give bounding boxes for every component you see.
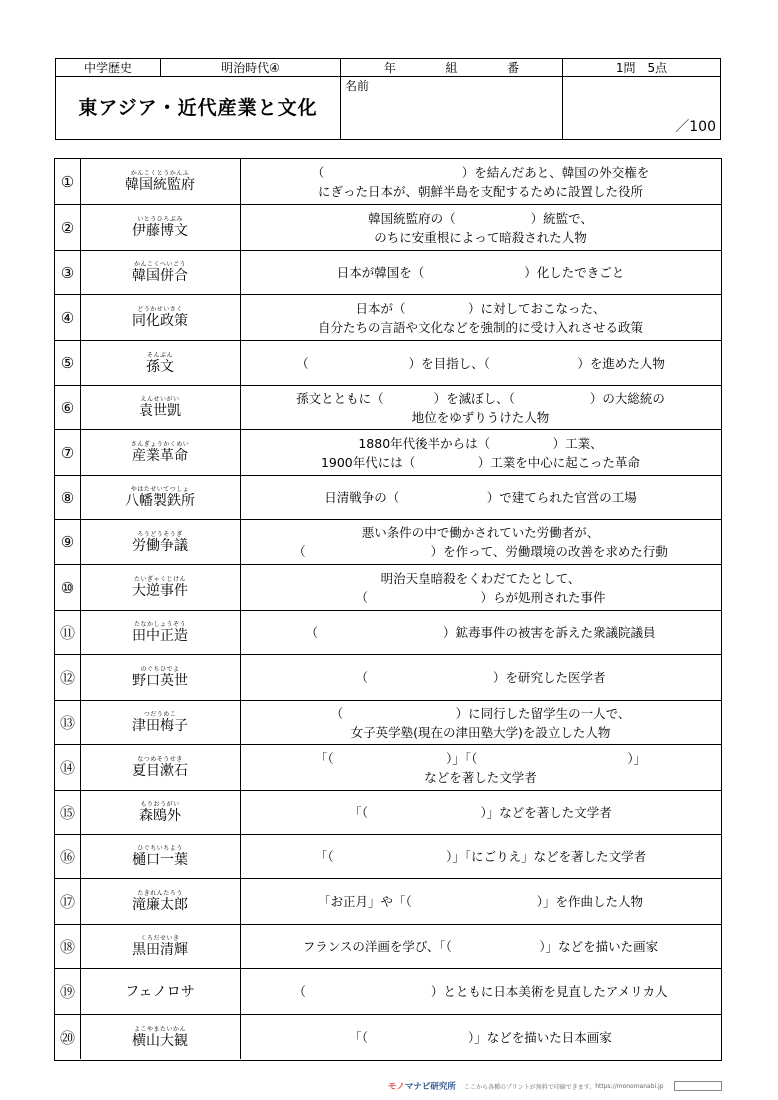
question-number: ⑧: [55, 476, 81, 519]
question-number: ①: [55, 159, 81, 204]
term-word: 滝廉太郎: [132, 897, 188, 913]
question-row: [55, 519, 721, 564]
question-description[interactable]: [240, 205, 721, 250]
question-description[interactable]: [240, 969, 721, 1014]
name-field[interactable]: [340, 76, 563, 140]
term-cell: [80, 791, 241, 834]
term-word: 樋口一葉: [132, 852, 188, 868]
question-description[interactable]: [240, 835, 721, 878]
question-number: ⑭: [55, 745, 81, 790]
footer-note: ここから各種のプリントが無料で印刷できます。: [463, 1083, 596, 1091]
term-furigana: よこやまたいかん: [133, 1025, 186, 1033]
question-row: [55, 968, 721, 1014]
term-word: 伊藤博文: [132, 223, 188, 239]
term-cell: [80, 341, 241, 385]
question-description[interactable]: [240, 295, 721, 340]
term-word: 韓国併合: [132, 268, 188, 284]
question-number: ④: [55, 295, 81, 340]
term-word: 田中正造: [132, 628, 188, 644]
question-number: ⑯: [55, 835, 81, 878]
description-line: にぎった日本が、朝鮮半島を支配するために設置した役所: [317, 183, 643, 199]
question-row: [55, 385, 721, 429]
question-description[interactable]: [240, 1015, 721, 1059]
term-cell: [80, 745, 241, 790]
term-furigana: いとうひろぶみ: [137, 216, 183, 223]
question-row: [55, 340, 721, 385]
description-line: 「お正月」や「（ ）」を作曲した人物: [317, 894, 643, 909]
points-per-question: 1問 5点: [562, 58, 721, 77]
term-word: 労働争議: [132, 537, 188, 554]
brand-logo: モノマナビ研究所: [388, 1082, 456, 1092]
description-line: （ ）を結んだあと、韓国の外交権を: [311, 164, 650, 180]
description-line: 明治天皇暗殺をくわだてたとして、: [380, 570, 581, 586]
description-line: のちに安重根によって暗殺された人物: [374, 229, 587, 245]
unit-label: 明治時代④: [160, 58, 341, 77]
term-cell: [80, 205, 241, 250]
question-description[interactable]: [240, 341, 721, 385]
question-row: [55, 924, 721, 968]
description-line: 「（ ）」「にごりえ」などを著した文学者: [314, 849, 647, 864]
worksheet-title: 東アジア・近代産業と文化: [55, 76, 341, 140]
question-description[interactable]: [240, 879, 721, 924]
term-word: 袁世凱: [139, 403, 181, 419]
question-row: [55, 654, 721, 700]
description-line: 自分たちの言語や文化などを強制的に受け入れさせる政策: [317, 319, 643, 335]
question-row: [55, 250, 721, 294]
term-cell: [80, 925, 241, 968]
term-furigana: なつめそうせき: [137, 756, 183, 763]
term-furigana: さんぎょうかくめい: [130, 441, 190, 448]
term-cell: [80, 295, 241, 340]
description-line: （ ）を目指し、（ ）を進めた人物: [296, 355, 665, 371]
question-row: [55, 610, 721, 654]
term-word: 野口英世: [132, 673, 188, 689]
question-row: [55, 878, 721, 924]
term-word: 産業革命: [132, 448, 188, 464]
term-furigana: そんぶん: [146, 351, 173, 359]
question-description[interactable]: [240, 701, 721, 744]
score-total: ／100: [675, 119, 716, 135]
term-furigana: ろうどうそうぎ: [137, 530, 183, 538]
term-word: フェノロサ: [125, 983, 195, 1000]
seat-number-label: 番: [507, 60, 520, 75]
footer-url[interactable]: https://monomanabi.jp: [595, 1082, 664, 1090]
term-cell: [80, 969, 241, 1014]
question-description[interactable]: [240, 655, 721, 700]
name-label: 名前: [345, 79, 370, 93]
description-line: 「（ ）」「（ ）」: [314, 750, 647, 766]
question-number: ⑫: [55, 655, 81, 700]
term-furigana: かんこくとうかんふ: [130, 170, 190, 177]
term-word: 黒田清輝: [132, 942, 188, 958]
question-number: ⑨: [55, 520, 81, 564]
question-number: ⑲: [55, 969, 81, 1014]
term-cell: [80, 251, 241, 294]
question-row: [55, 564, 721, 610]
term-word: 横山大観: [132, 1032, 188, 1049]
question-number: ⑩: [55, 565, 81, 610]
term-furigana: のぐちひでよ: [140, 666, 180, 673]
term-cell: [80, 655, 241, 700]
term-cell: [80, 565, 241, 610]
term-cell: [80, 159, 241, 204]
term-cell: [80, 1015, 241, 1059]
question-description[interactable]: [240, 925, 721, 968]
question-number: ⑬: [55, 701, 81, 744]
term-furigana: やはたせいてつしょ: [130, 486, 190, 493]
term-cell: [80, 386, 241, 429]
question-description[interactable]: [240, 611, 721, 654]
description-line: （ ）を作って、労働環境の改善を求めた行動: [293, 544, 668, 559]
description-line: （ ）鉱毒事件の被害を訴えた衆議院議員: [305, 625, 656, 640]
term-word: 津田梅子: [132, 718, 188, 734]
question-row: [55, 429, 721, 475]
term-cell: [80, 879, 241, 924]
term-cell: [80, 611, 241, 654]
question-row: [55, 475, 721, 519]
question-description[interactable]: [240, 745, 721, 790]
term-furigana: もりおうがい: [140, 801, 180, 808]
term-furigana: つだうめこ: [143, 711, 177, 718]
description-line: フランスの洋画を学び、「（ ）」などを描いた画家: [302, 939, 659, 954]
description-line: （ ）とともに日本美術を見直したアメリカ人: [293, 984, 668, 999]
description-line: （ ）に同行した留学生の一人で、: [330, 705, 631, 721]
class-label: 組: [445, 60, 458, 75]
term-furigana: ひぐちいちよう: [137, 845, 183, 852]
question-description[interactable]: [240, 430, 721, 475]
term-word: 大逆事件: [132, 583, 188, 599]
grade-label: 年: [383, 60, 396, 75]
question-description[interactable]: [240, 520, 721, 564]
term-cell: [80, 835, 241, 878]
question-row: [55, 1014, 721, 1059]
description-line: 「（ ）」などを著した文学者: [349, 805, 612, 820]
question-description[interactable]: [240, 159, 721, 204]
description-line: 孫文とともに（ ）を滅ぼし、（ ）の大総統の: [296, 390, 665, 406]
term-word: 韓国統監府: [125, 177, 195, 193]
term-cell: [80, 430, 241, 475]
description-line: 悪い条件の中で働かされていた労働者が、: [361, 525, 600, 540]
description-line: 日本が（ ）に対しておこなった、: [355, 300, 606, 316]
question-table: [54, 158, 722, 1061]
question-row: [55, 204, 721, 250]
description-line: 1880年代後半からは（ ）工業、: [358, 435, 603, 451]
term-cell: [80, 701, 241, 744]
question-number: ⑳: [55, 1015, 81, 1059]
term-cell: [80, 476, 241, 519]
term-furigana: たいぎゃくじけん: [133, 576, 186, 583]
description-line: 1900年代には（ ）工業を中心に起こった革命: [320, 454, 641, 470]
term-furigana: えんせいがい: [140, 396, 180, 403]
class-fields: [340, 58, 563, 77]
term-furigana: たきれんたろう: [137, 890, 183, 897]
question-row: [55, 159, 721, 204]
term-furigana: どうかせいさく: [137, 306, 183, 313]
question-number: ③: [55, 251, 81, 294]
stamp-box: [674, 1081, 722, 1091]
description-line: 女子英学塾(現在の津田塾大学)を設立した人物: [350, 724, 611, 740]
description-line: 「（ ）」などを描いた日本画家: [349, 1029, 612, 1045]
term-word: 夏目漱石: [132, 763, 188, 779]
term-furigana: くろだせいき: [140, 935, 180, 942]
term-cell: [80, 520, 241, 564]
subject-label: 中学歴史: [55, 58, 161, 77]
question-description[interactable]: [240, 251, 721, 294]
question-number: ⑥: [55, 386, 81, 429]
question-row: [55, 834, 721, 878]
question-description[interactable]: [240, 565, 721, 610]
question-number: ⑱: [55, 925, 81, 968]
question-number: ⑦: [55, 430, 81, 475]
description-line: 日本が韓国を（ ）化したできごと: [336, 265, 625, 280]
question-row: [55, 790, 721, 834]
question-number: ⑤: [55, 341, 81, 385]
question-number: ⑪: [55, 611, 81, 654]
question-number: ⑮: [55, 791, 81, 834]
question-row: [55, 294, 721, 340]
term-word: 八幡製鉄所: [125, 493, 195, 509]
description-line: 韓国統監府の（ ）統監で、: [368, 210, 593, 226]
question-number: ②: [55, 205, 81, 250]
question-description[interactable]: [240, 386, 721, 429]
description-line: などを著した文学者: [424, 769, 537, 785]
question-number: ⑰: [55, 879, 81, 924]
worksheet-header: [55, 58, 721, 140]
description-line: 地位をゆずりうけた人物: [411, 409, 550, 425]
question-row: [55, 744, 721, 790]
score-field[interactable]: [562, 76, 721, 140]
term-word: 同化政策: [132, 313, 188, 329]
description-line: 日清戦争の（ ）で建てられた官営の工場: [324, 490, 637, 505]
description-line: （ ）を研究した医学者: [355, 670, 606, 685]
question-row: [55, 700, 721, 744]
term-word: 孫文: [146, 358, 174, 375]
footer: [388, 1079, 722, 1093]
term-furigana: かんこくへいごう: [133, 261, 186, 268]
description-line: （ ）らが処刑された事件: [355, 589, 606, 605]
term-word: 森鴎外: [139, 808, 181, 824]
term-furigana: たなかしょうぞう: [133, 621, 186, 628]
question-description[interactable]: [240, 791, 721, 834]
question-description[interactable]: [240, 476, 721, 519]
